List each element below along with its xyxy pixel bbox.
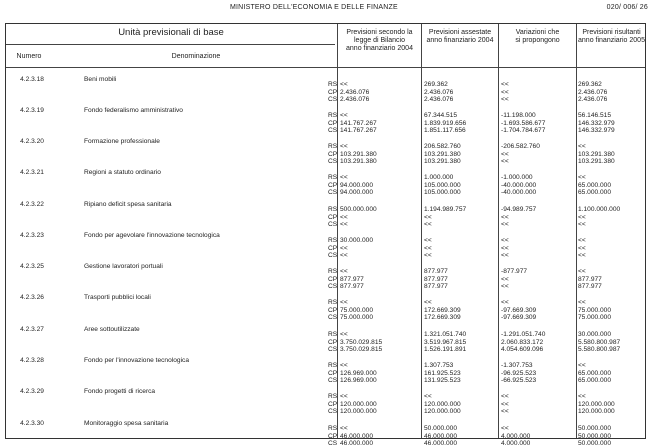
- row-type-code: CP: [328, 400, 338, 408]
- table-row: [6, 260, 645, 290]
- row-value: 120.000.000: [340, 400, 377, 408]
- row-value: 50.000.000: [424, 425, 458, 432]
- row-value: 65.000.000: [578, 189, 612, 196]
- row-value: 172.669.309: [424, 306, 461, 314]
- row-type-code: RS: [328, 268, 338, 275]
- row-value: 50.000.000: [578, 440, 612, 447]
- row-value: <<: [424, 393, 432, 400]
- row-value: -1.291.051.740: [501, 331, 546, 338]
- row-value: -1.000.000: [501, 174, 533, 181]
- row-value: 131.925.523: [424, 377, 461, 384]
- row-value: 103.291.380: [578, 158, 615, 165]
- row-value: 65.000.000: [578, 377, 612, 384]
- row-denomination: Aree sottoutilizzate: [84, 326, 140, 333]
- row-type-code: CP: [328, 306, 338, 314]
- row-value: <<: [501, 299, 509, 306]
- row-value: -66.925.523: [501, 377, 537, 384]
- row-value: <<: [501, 221, 509, 228]
- row-value: 4.054.609.096: [501, 346, 544, 353]
- row-value: 877.977: [578, 283, 602, 290]
- row-value: <<: [501, 408, 509, 415]
- row-number: 4.2.3.19: [20, 107, 44, 114]
- row-denomination: Trasporti pubblici locali: [84, 294, 151, 301]
- row-value: 126.969.000: [340, 377, 377, 384]
- row-value: <<: [501, 393, 509, 400]
- row-value: <<: [340, 268, 348, 275]
- row-value: 56.146.515: [578, 112, 612, 119]
- row-value: 877.977: [424, 283, 448, 290]
- header-line: anno finanziario 2005: [578, 37, 645, 44]
- row-value: <<: [340, 81, 348, 88]
- row-value: 206.582.760: [424, 143, 461, 150]
- row-value: 5.580.800.987: [578, 338, 621, 346]
- row-value: <<: [424, 213, 432, 221]
- row-type-code: RS: [328, 112, 338, 119]
- row-value: 1.194.989.757: [424, 206, 467, 213]
- row-value: 3.519.967.815: [424, 338, 467, 346]
- row-value: 877.977: [578, 275, 602, 283]
- row-value: -1.307.753: [501, 362, 533, 369]
- header-line: Previsioni assestate: [428, 29, 492, 36]
- row-value: 65.000.000: [578, 369, 612, 377]
- row-value: <<: [340, 143, 348, 150]
- row-value: 46.000.000: [424, 432, 458, 440]
- row-value: 146.332.979: [578, 127, 615, 134]
- row-number: 4.2.3.28: [20, 357, 44, 364]
- row-value: <<: [501, 400, 509, 408]
- row-value: 94.000.000: [340, 181, 374, 189]
- row-value: <<: [501, 283, 509, 290]
- row-value: 75.000.000: [340, 314, 374, 321]
- row-type-code: CP: [328, 275, 338, 283]
- row-type-code: CP: [328, 432, 338, 440]
- group-divider: [6, 44, 335, 45]
- row-denomination: Ripiano deficit spesa sanitaria: [84, 201, 172, 208]
- table-row: [6, 323, 645, 353]
- row-value: -40.000.000: [501, 189, 537, 196]
- row-denomination: Fondo per l'innovazione tecnologica: [84, 357, 189, 364]
- header-line: Previsioni risultanti: [582, 29, 641, 36]
- row-number: 4.2.3.29: [20, 388, 44, 395]
- row-type-code: RS: [328, 331, 338, 338]
- table-row: [6, 104, 645, 134]
- row-value: 877.977: [424, 268, 448, 275]
- row-value: <<: [424, 221, 432, 228]
- row-value: 75.000.000: [340, 306, 374, 314]
- row-value: 2.436.076: [578, 96, 608, 103]
- row-value: 2.436.076: [340, 96, 370, 103]
- table-row: [6, 385, 645, 415]
- row-type-code: CS: [328, 440, 338, 447]
- row-type-code: RS: [328, 393, 338, 400]
- row-value: 120.000.000: [340, 408, 377, 415]
- row-type-code: CP: [328, 244, 338, 252]
- row-number: 4.2.3.22: [20, 201, 44, 208]
- row-value: <<: [501, 244, 509, 252]
- row-value: 3.750.029.815: [340, 338, 383, 346]
- table-row: [6, 229, 645, 259]
- header-line: si propongono: [515, 37, 560, 44]
- row-number: 4.2.3.20: [20, 138, 44, 145]
- row-denomination: Fondo progetti di ricerca: [84, 388, 156, 395]
- column-header-variazioni: [499, 29, 576, 45]
- row-value: 146.332.979: [578, 119, 615, 127]
- row-type-code: RS: [328, 206, 338, 213]
- row-value: 269.362: [424, 81, 448, 88]
- row-value: 1.851.117.656: [424, 127, 466, 134]
- row-value: <<: [578, 213, 586, 221]
- header-line: Variazioni che: [515, 29, 560, 36]
- row-value: <<: [340, 112, 348, 119]
- row-type-code: CP: [328, 338, 338, 346]
- table-row: [6, 73, 645, 103]
- row-value: <<: [340, 393, 348, 400]
- table-row: [6, 135, 645, 165]
- row-value: 2.436.076: [578, 88, 608, 96]
- row-type-code: CP: [328, 119, 338, 127]
- row-type-code: CP: [328, 213, 338, 221]
- row-value: 46.000.000: [424, 440, 458, 447]
- group-header: Unità previsionali di base: [118, 27, 224, 38]
- row-value: 126.969.000: [340, 369, 377, 377]
- row-type-code: CP: [328, 369, 338, 377]
- row-denomination: Fondo per agevolare l'innovazione tecnologica: [84, 232, 220, 239]
- row-denomination: Fondo federalismo amministrativo: [84, 107, 183, 114]
- row-number: 4.2.3.21: [20, 169, 44, 176]
- denominazione-header: Denominazione: [171, 53, 221, 60]
- row-value: 103.291.380: [424, 150, 461, 158]
- row-type-code: CP: [328, 181, 338, 189]
- row-value: 269.362: [578, 81, 602, 88]
- row-number: 4.2.3.23: [20, 232, 44, 239]
- table-row: [6, 166, 645, 196]
- row-value: 3.750.029.815: [340, 346, 383, 353]
- row-denomination: Monitoraggio spesa sanitaria: [84, 420, 169, 427]
- row-value: 65.000.000: [578, 181, 612, 189]
- row-value: 4.000.000: [501, 432, 531, 440]
- row-value: <<: [340, 425, 348, 432]
- row-value: 2.436.076: [424, 88, 454, 96]
- row-value: 141.767.267: [340, 119, 377, 127]
- row-value: 120.000.000: [424, 408, 461, 415]
- row-value: -40.000.000: [501, 181, 537, 189]
- row-type-code: CS: [328, 346, 338, 353]
- row-value: -877.977: [501, 268, 528, 275]
- header-line: anno finanziario 2004: [346, 45, 413, 52]
- row-value: 103.291.380: [578, 150, 615, 158]
- row-value: <<: [340, 331, 348, 338]
- row-value: 1.307.753: [424, 362, 454, 369]
- row-value: <<: [578, 221, 586, 228]
- row-value: 2.436.076: [424, 96, 454, 103]
- numero-header: Numero: [16, 53, 42, 60]
- row-value: 120.000.000: [578, 408, 615, 415]
- row-type-code: RS: [328, 425, 338, 432]
- row-value: <<: [578, 244, 586, 252]
- row-value: 103.291.380: [340, 150, 377, 158]
- column-header-legge-bilancio: [338, 29, 421, 53]
- header-line: anno finanziario 2004: [426, 37, 494, 44]
- row-value: 877.977: [340, 275, 364, 283]
- row-value: 1.839.919.656: [424, 119, 467, 127]
- row-value: -11.198.000: [501, 112, 536, 119]
- ministry-header: MINISTERO DELL'ECONOMIA E DELLE FINANZE: [230, 4, 398, 11]
- budget-table: [5, 23, 646, 447]
- row-type-code: RS: [328, 299, 338, 306]
- row-value: 46.000.000: [340, 432, 374, 440]
- row-value: <<: [578, 237, 586, 244]
- row-value: <<: [340, 299, 348, 306]
- row-denomination: Formazione professionale: [84, 138, 160, 145]
- row-value: <<: [501, 96, 509, 103]
- row-type-code: RS: [328, 174, 338, 181]
- row-value: 46.000.000: [340, 440, 374, 447]
- column-header-assestate: [422, 29, 498, 45]
- row-value: 120.000.000: [578, 400, 615, 408]
- row-number: 4.2.3.30: [20, 420, 44, 427]
- row-value: <<: [578, 252, 586, 259]
- row-type-code: CS: [328, 189, 338, 196]
- row-value: <<: [424, 252, 432, 259]
- row-value: 75.000.000: [578, 314, 612, 321]
- row-denomination: Beni mobili: [84, 76, 117, 83]
- row-value: 30.000.000: [578, 331, 612, 338]
- row-type-code: CS: [328, 127, 338, 134]
- row-value: 67.344.515: [424, 112, 458, 119]
- row-value: <<: [501, 425, 509, 432]
- row-value: <<: [578, 174, 586, 181]
- row-value: <<: [340, 213, 348, 221]
- row-value: 2.436.076: [340, 88, 370, 96]
- row-value: 4.000.000: [501, 440, 531, 447]
- table-row: [6, 291, 645, 321]
- header-line: legge di Bilancio: [354, 37, 405, 44]
- row-value: <<: [578, 143, 586, 150]
- row-value: 2.060.833.172: [501, 338, 544, 346]
- table-row: [6, 198, 645, 228]
- page-reference: 020/ 006/ 26: [606, 4, 648, 11]
- row-value: <<: [340, 244, 348, 252]
- row-value: <<: [501, 88, 509, 96]
- row-value: 50.000.000: [578, 425, 612, 432]
- row-value: 30.000.000: [340, 237, 374, 244]
- row-value: -94.989.757: [501, 206, 537, 213]
- row-number: 4.2.3.25: [20, 263, 44, 270]
- row-value: -96.925.523: [501, 369, 537, 377]
- column-header-risultanti: [577, 29, 646, 45]
- row-type-code: CS: [328, 252, 338, 259]
- row-value: 161.925.523: [424, 369, 461, 377]
- row-value: <<: [578, 393, 586, 400]
- row-value: -1.704.784.677: [501, 127, 546, 134]
- row-type-code: CS: [328, 408, 338, 415]
- row-value: -206.582.760: [501, 143, 540, 150]
- row-value: -97.669.309: [501, 314, 537, 321]
- row-value: <<: [501, 237, 509, 244]
- row-value: <<: [340, 362, 348, 369]
- row-type-code: CP: [328, 88, 338, 96]
- row-denomination: Regioni a statuto ordinario: [84, 169, 161, 176]
- row-value: 500.000.000: [340, 206, 377, 213]
- header-line: Previsioni secondo la: [346, 29, 413, 36]
- row-value: <<: [424, 244, 432, 252]
- row-value: 1.526.191.891: [424, 346, 467, 353]
- row-value: 120.000.000: [424, 400, 461, 408]
- table-row: [6, 354, 645, 384]
- row-value: <<: [501, 252, 509, 259]
- row-value: -97.669.309: [501, 306, 537, 314]
- row-value: <<: [501, 81, 509, 88]
- row-value: 94.000.000: [340, 189, 374, 196]
- row-type-code: RS: [328, 237, 338, 244]
- row-value: 1.100.000.000: [578, 206, 621, 213]
- row-type-code: RS: [328, 81, 338, 88]
- row-number: 4.2.3.27: [20, 326, 44, 333]
- row-value: <<: [578, 299, 586, 306]
- row-denomination: Gestione lavoratori portuali: [84, 263, 163, 270]
- table-row: [6, 417, 645, 447]
- row-value: 50.000.000: [578, 432, 612, 440]
- row-value: 103.291.380: [424, 158, 461, 165]
- header-divider: [6, 67, 645, 68]
- row-value: 877.977: [424, 275, 448, 283]
- row-value: 877.977: [340, 283, 364, 290]
- row-type-code: CS: [328, 377, 338, 384]
- row-value: <<: [340, 174, 348, 181]
- row-type-code: CS: [328, 283, 338, 290]
- row-value: 105.000.000: [424, 181, 461, 189]
- row-value: -1.693.586.677: [501, 119, 546, 127]
- row-type-code: CS: [328, 158, 338, 165]
- row-value: 141.767.267: [340, 127, 377, 134]
- row-type-code: CP: [328, 150, 338, 158]
- row-value: 103.291.380: [340, 158, 377, 165]
- row-value: <<: [340, 252, 348, 259]
- row-value: <<: [424, 237, 432, 244]
- row-value: <<: [578, 268, 586, 275]
- row-value: <<: [501, 275, 509, 283]
- row-value: <<: [578, 362, 586, 369]
- row-type-code: CS: [328, 96, 338, 103]
- row-value: 75.000.000: [578, 306, 612, 314]
- row-value: 105.000.000: [424, 189, 461, 196]
- row-type-code: CS: [328, 221, 338, 228]
- row-value: 172.669.309: [424, 314, 461, 321]
- row-value: <<: [501, 158, 509, 165]
- row-value: <<: [340, 221, 348, 228]
- row-value: 1.000.000: [424, 174, 454, 181]
- row-value: 1.321.051.740: [424, 331, 467, 338]
- row-value: <<: [501, 213, 509, 221]
- row-value: <<: [501, 150, 509, 158]
- row-number: 4.2.3.26: [20, 294, 44, 301]
- row-value: <<: [424, 299, 432, 306]
- row-type-code: CS: [328, 314, 338, 321]
- row-type-code: RS: [328, 143, 338, 150]
- row-number: 4.2.3.18: [20, 76, 44, 83]
- row-type-code: RS: [328, 362, 338, 369]
- row-value: 5.580.800.987: [578, 346, 621, 353]
